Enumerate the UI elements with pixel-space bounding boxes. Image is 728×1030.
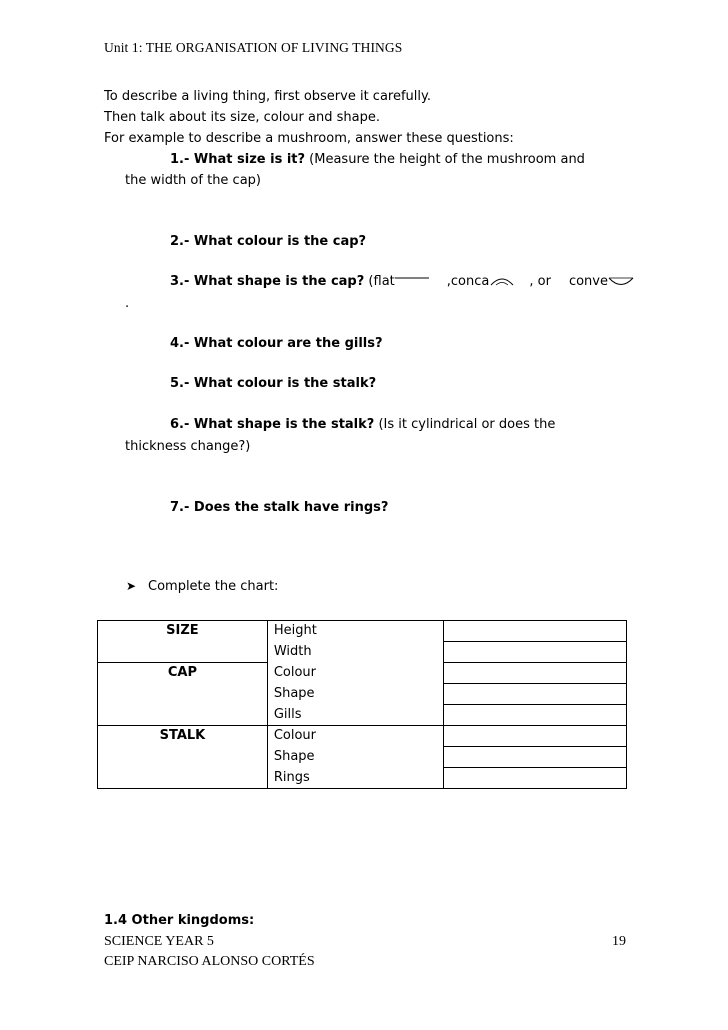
- table-row: [98, 684, 627, 705]
- task-bullet: [126, 579, 278, 594]
- question-7: 7.- Does the stalk have rings?: [170, 500, 389, 515]
- table-row: [98, 747, 627, 768]
- chart-group: [98, 705, 268, 726]
- chart-group-size: SIZE: [98, 621, 268, 642]
- arrow-bullet-icon: ➤: [126, 579, 137, 593]
- chart-group: [98, 768, 268, 789]
- page-number: 19: [612, 934, 626, 949]
- chart-group-cap: CAP: [98, 663, 268, 684]
- intro-line-2: Then talk about its size, colour and shape.: [104, 110, 380, 125]
- question-3-concave: ,conca: [446, 274, 490, 289]
- question-2: 2.- What colour is the cap?: [170, 234, 367, 249]
- table-row: [98, 705, 627, 726]
- chart-answer-cell[interactable]: [443, 747, 626, 768]
- question-1-hint: (Measure the height of the mushroom and: [305, 152, 585, 167]
- convex-cap-icon: [608, 275, 634, 289]
- chart-answer-cell[interactable]: [443, 726, 626, 747]
- question-5: 5.- What colour is the stalk?: [170, 376, 377, 391]
- chart-item: Colour: [267, 663, 443, 684]
- chart-answer-cell[interactable]: [443, 684, 626, 705]
- question-3-flat: flat: [373, 274, 395, 289]
- mushroom-chart: [97, 620, 627, 789]
- flat-cap-icon: [395, 275, 429, 289]
- question-6: [170, 417, 555, 432]
- table-row: [98, 642, 627, 663]
- intro-line-1: To describe a living thing, first observe it carefully.: [104, 89, 431, 104]
- chart-group: [98, 747, 268, 768]
- intro-line-3: For example to describe a mushroom, answer these questions:: [104, 131, 514, 146]
- table-row: [98, 768, 627, 789]
- question-6-label: 6.- What shape is the stalk?: [170, 417, 375, 432]
- chart-item: Height: [267, 621, 443, 642]
- chart-answer-cell[interactable]: [443, 621, 626, 642]
- question-3-label: 3.- What shape is the cap?: [170, 274, 365, 289]
- chart-item: Shape: [267, 747, 443, 768]
- question-1-label: 1.- What size is it?: [170, 152, 306, 167]
- question-6-hint: (Is it cylindrical or does the: [374, 417, 556, 432]
- page-header: Unit 1: THE ORGANISATION OF LIVING THINGS: [104, 40, 403, 55]
- chart-answer-cell[interactable]: [443, 705, 626, 726]
- question-3-convex: conve: [568, 274, 608, 289]
- chart-group-stalk: STALK: [98, 726, 268, 747]
- chart-group: [98, 684, 268, 705]
- chart-answer-cell[interactable]: [443, 663, 626, 684]
- footer-school: CEIP NARCISO ALONSO CORTÉS: [104, 954, 315, 969]
- chart-group: [98, 642, 268, 663]
- concave-cap-icon: [489, 275, 515, 289]
- chart-item: Gills: [267, 705, 443, 726]
- question-6-continued: thickness change?): [125, 439, 251, 454]
- chart-answer-cell[interactable]: [443, 768, 626, 789]
- question-3: [170, 274, 634, 289]
- section-title: 1.4 Other kingdoms:: [104, 913, 255, 928]
- chart-item: Rings: [267, 768, 443, 789]
- table-row: [98, 726, 627, 747]
- question-3-or: , or: [529, 274, 551, 289]
- table-row: [98, 621, 627, 642]
- table-row: [98, 663, 627, 684]
- question-3-open-paren: (: [364, 274, 374, 289]
- chart-item: Width: [267, 642, 443, 663]
- question-3-continued: .: [125, 296, 130, 311]
- chart-answer-cell[interactable]: [443, 642, 626, 663]
- chart-item: Shape: [267, 684, 443, 705]
- question-4: 4.- What colour are the gills?: [170, 336, 383, 351]
- question-1-continued: the width of the cap): [125, 173, 261, 188]
- task-label: Complete the chart:: [148, 579, 279, 594]
- chart-item: Colour: [267, 726, 443, 747]
- question-1: [170, 152, 585, 167]
- footer-course: SCIENCE YEAR 5: [104, 934, 214, 949]
